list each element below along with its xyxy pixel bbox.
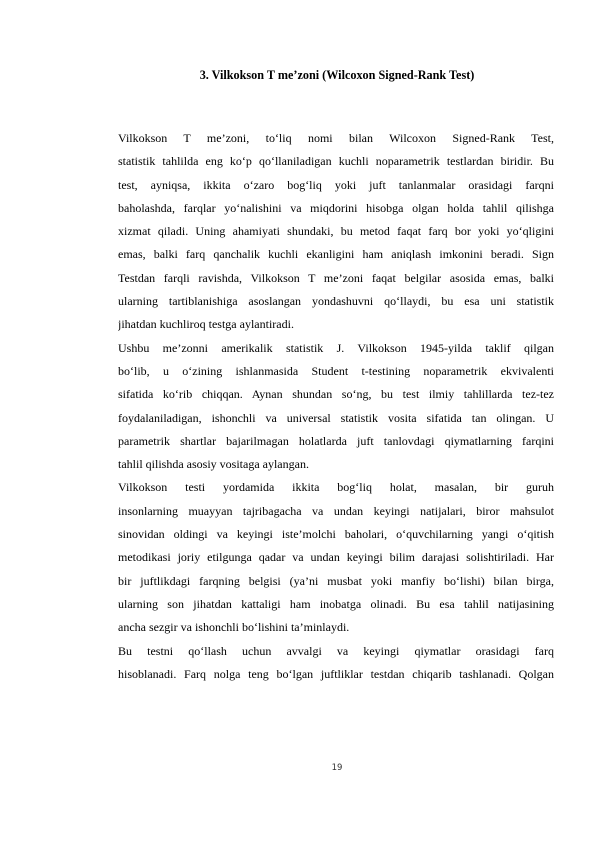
- text-line: jihatdan kuchliroq testga aylantiradi.: [118, 317, 294, 332]
- text-line: xizmat qiladi. Uning ahamiyati shundaki, bu metod faqat farq bor yoki yo‘qligini: [118, 224, 554, 239]
- text-line: metodikasi joriy etilgunga qadar va undan keyingi bilim darajasi solishtiriladi. Har: [118, 550, 554, 565]
- page-number: 19: [331, 763, 343, 773]
- section-heading: 3. Vilkokson T me’zoni (Wilcoxon Signed-Rank Test): [199, 68, 475, 82]
- text-line: Bu testni qo‘llash uchun avvalgi va keyingi qiymatlar orasidagi farq: [118, 643, 554, 658]
- text-line: insonlarning muayyan tajribagacha va undan keyingi natijalari, biror mahsulot: [118, 503, 554, 518]
- text-line: test, ayniqsa, ikkita o‘zaro bog‘liq yoki juft tanlanmalar orasidagi farqni: [118, 177, 554, 192]
- text-line: bir juftlikdagi farqning belgisi (ya’ni musbat yoki manfiy bo‘lishi) bilan birga,: [118, 573, 554, 588]
- text-line: bo‘lib, u o‘zining ishlanmasida Student t-testining noparametrik ekvivalenti: [118, 363, 554, 378]
- text-line: tahlil qilishda asosiy vositaga aylangan.: [118, 457, 309, 472]
- text-line: emas, balki farq qanchalik kuchli ekanligini ham aniqlash imkonini beradi. Sign: [118, 247, 554, 262]
- text-line: foydalaniladigan, ishonchli va universal statistik vosita sifatida tan olingan. U: [118, 410, 554, 425]
- text-line: statistik tahlilda eng ko‘p qo‘llaniladigan kuchli noparametrik testlardan biridir. Bu: [118, 154, 554, 169]
- text-line: ancha sezgir va ishonchli bo‘lishini ta’minlaydi.: [118, 620, 350, 635]
- text-line: hisoblanadi. Farq nolga teng bo‘lgan juftliklar testdan chiqarib tashlanadi. Qolgan: [118, 666, 554, 681]
- text-line: ularning tartiblanishiga asoslangan yondashuvni qo‘llaydi, bu esa uni statistik: [118, 294, 554, 309]
- text-line: sifatida ko‘rib chiqqan. Aynan shundan so‘ng, bu test ilmiy tahlillarda tez-tez: [118, 387, 554, 402]
- text-line: ularning son jihatdan kattaligi ham inobatga olinadi. Bu esa tahlil natijasining: [118, 596, 554, 611]
- text-line: Vilkokson testi yordamida ikkita bog‘liq holat, masalan, bir guruh: [118, 480, 554, 495]
- text-line: Vilkokson T me’zoni, to‘liq nomi bilan Wilcoxon Signed-Rank Test,: [118, 131, 554, 145]
- text-line: baholashda, farqlar yo‘nalishini va miqdorini hisobga olgan holda tahlil qilishga: [118, 200, 554, 215]
- text-line: sinovidan oldingi va keyingi iste’molchi baholari, o‘quvchilarning yangi o‘qitish: [118, 527, 554, 542]
- body-text: [118, 127, 554, 686]
- text-line: Testdan farqli ravishda, Vilkokson T me’zoni faqat belgilar asosida emas, balki: [118, 270, 554, 285]
- text-line: Ushbu me’zonni amerikalik statistik J. Vilkokson 1945-yilda taklif qilgan: [118, 340, 554, 355]
- text-line: parametrik shartlar bajarilmagan holatlarda juft tanlovdagi qiymatlarning farqini: [118, 433, 554, 448]
